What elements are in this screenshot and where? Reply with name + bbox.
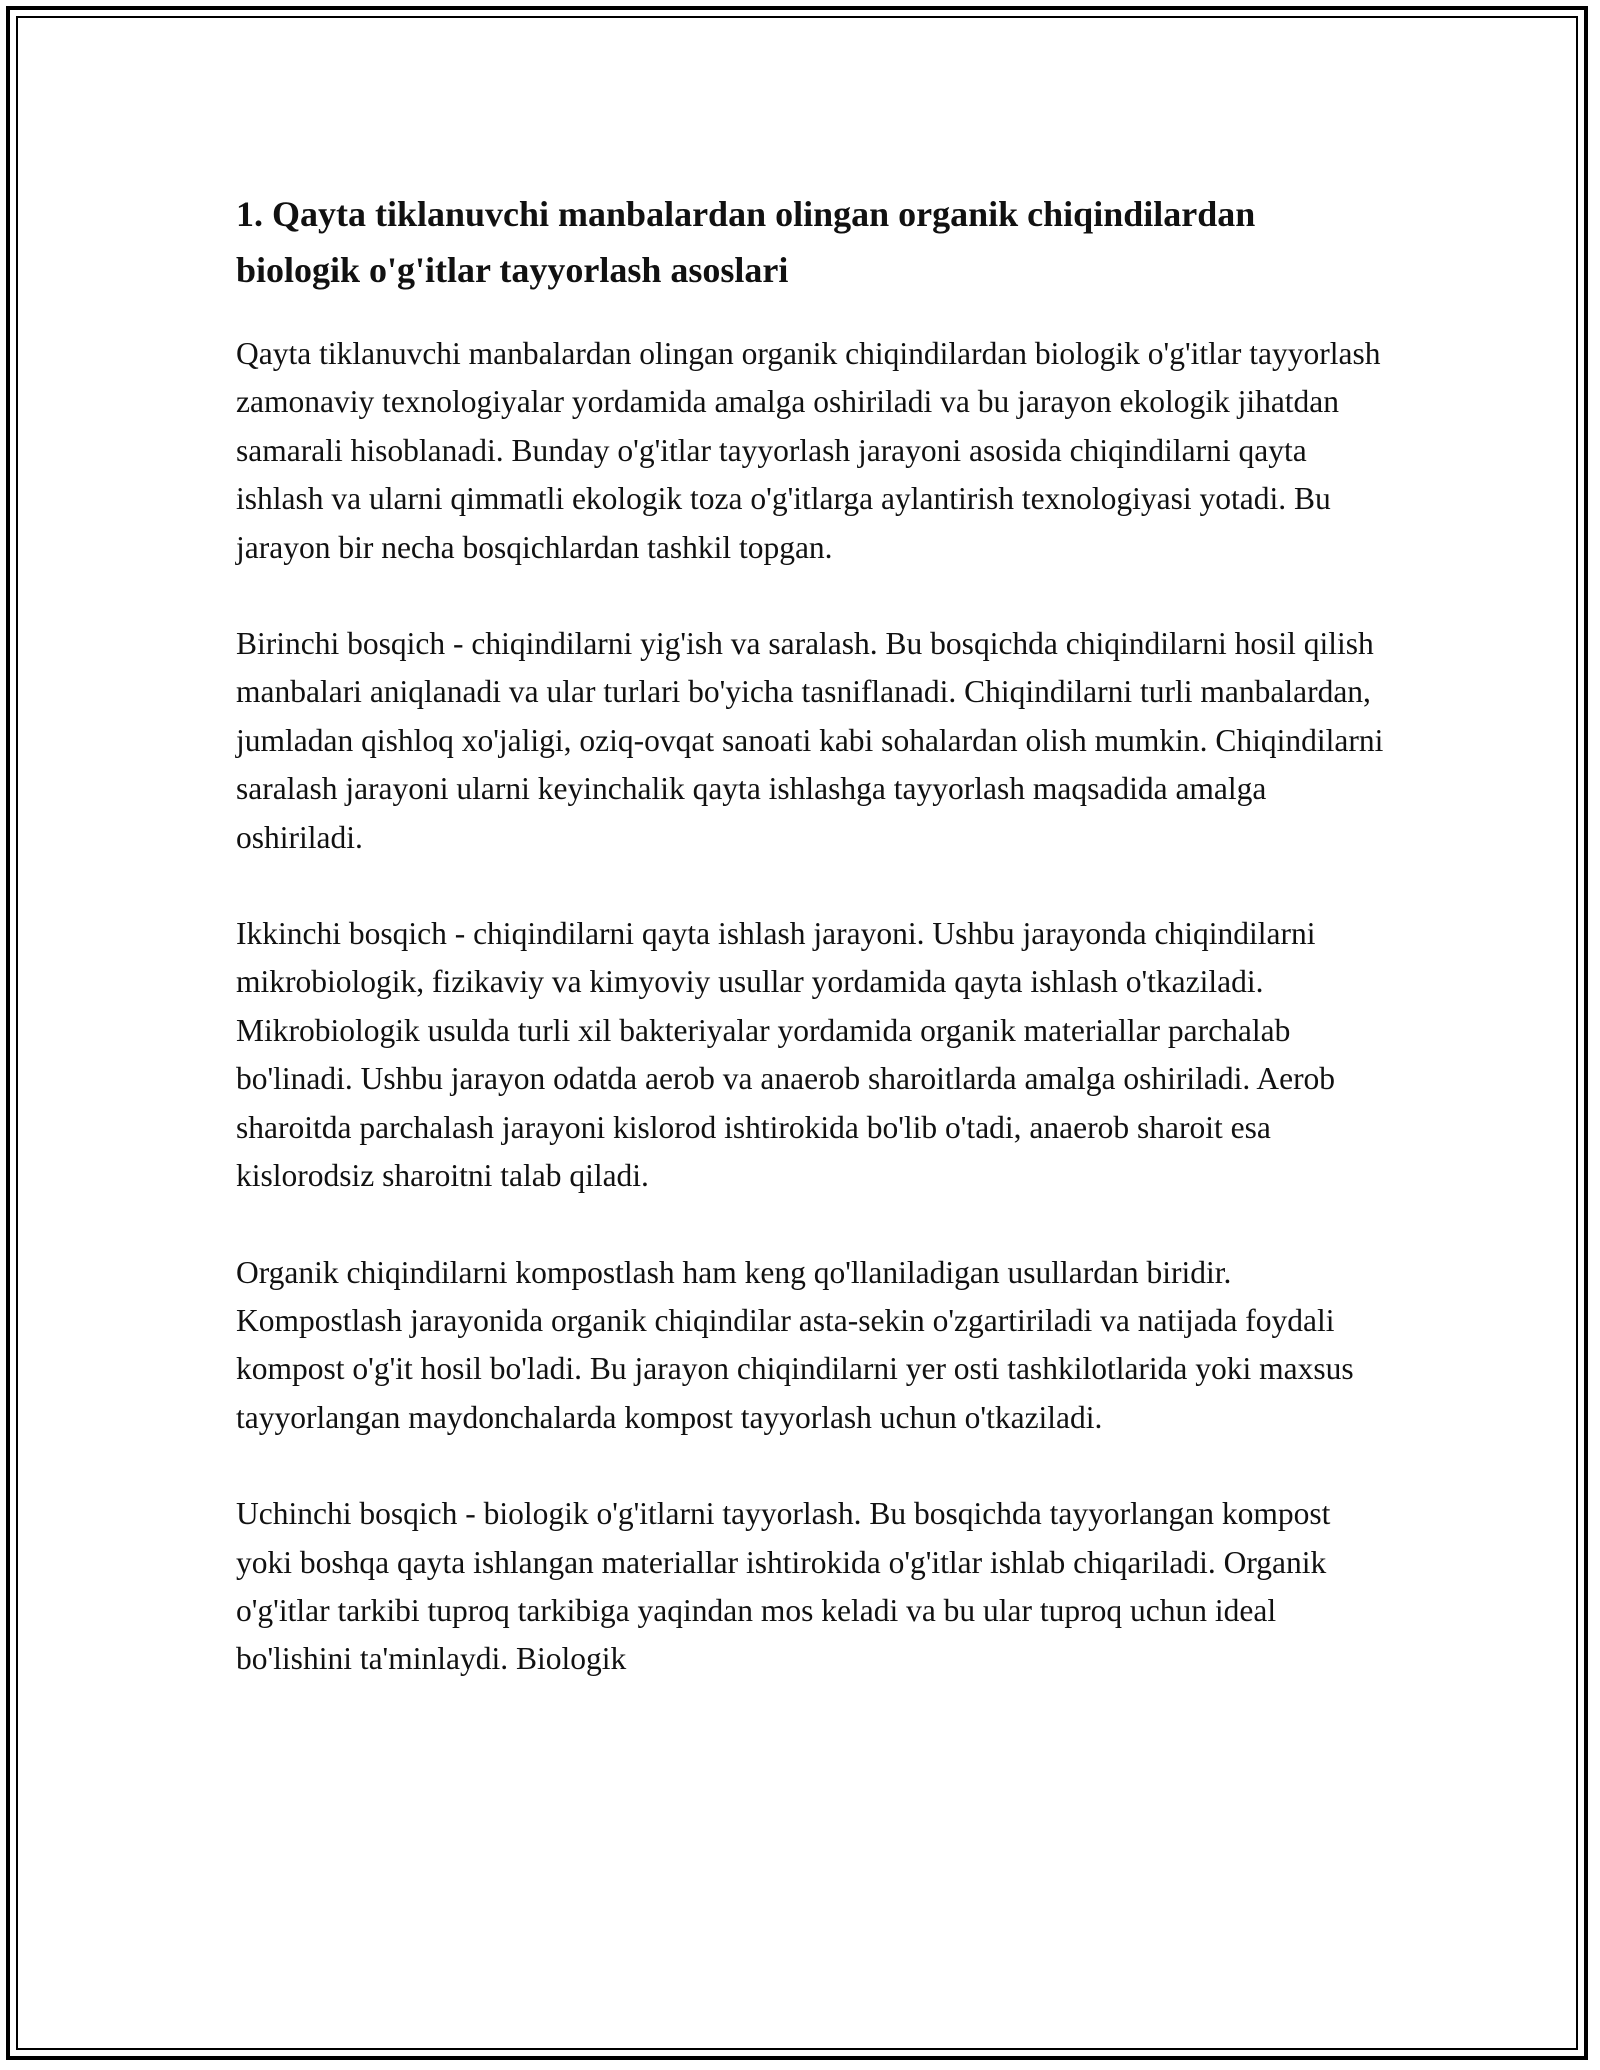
section-heading: 1. Qayta tiklanuvchi manbalardan olingan organik chiqindilardan biologik o'g'itlar tayyorlash asoslari: [236, 194, 1256, 290]
paragraph-intro: Qayta tiklanuvchi manbalardan olingan organik chiqindilardan biologik o'g'itlar tayyorlash zamonaviy texnologiyalar yordamida amalga oshiriladi va bu jarayon ekologik jihatdan samarali hisoblanadi. Bunday o'g'itlar tayyorlash jarayoni asosida chiqindilarni qayta ishlash va ularni qimmatli ekologik toza o'g'itlarga aylantirish texnologiyasi yotadi. Bu jarayon bir necha bosqichlardan tashkil topgan.: [236, 336, 1381, 565]
paragraph-stage-one: Birinchi bosqich - chiqindilarni yig'ish va saralash. Bu bosqichda chiqindilarni hosil qilish manbalari aniqlanadi va ular turlari bo'yicha tasniflanadi. Chiqindilarni turli manbalardan, jumladan qishloq xo'jaligi, oziq-ovqat sanoati kabi sohalardan olish mumkin. Chiqindilarni saralash jarayoni ularni keyinchalik qayta ishlashga tayyorlash maqsadida amalga oshiriladi.: [236, 626, 1384, 855]
document-body: [236, 186, 1386, 1732]
paragraph-composting: Organik chiqindilarni kompostlash ham keng qo'llaniladigan usullardan biridir. Kompostlash jarayonida organik chiqindilar asta-sekin o'zgartiriladi va natijada foydali kompost o'g'it hosil bo'ladi. Bu jarayon chiqindilarni yer osti tashkilotlarida yoki maxsus tayyorlangan maydonchalarda kompost tayyorlash uchun o'tkaziladi.: [236, 1254, 1354, 1435]
paragraph-stage-two: Ikkinchi bosqich - chiqindilarni qayta ishlash jarayoni. Ushbu jarayonda chiqindilarni mikrobiologik, fizikaviy va kimyoviy usullar yordamida qayta ishlash o'tkaziladi. Mikrobiologik usulda turli xil bakteriyalar yordamida organik materiallar parchalab bo'linadi. Ushbu jarayon odatda aerob va anaerob sharoitlarda amalga oshiriladi. Aerob sharoitda parchalash jarayoni kislorod ishtirokida bo'lib o'tadi, anaerob sharoit esa kislorodsiz sharoitni talab qiladi.: [236, 916, 1336, 1194]
paragraph-stage-three: Uchinchi bosqich - biologik o'g'itlarni tayyorlash. Bu bosqichda tayyorlangan kompost yoki boshqa qayta ishlangan materiallar ishtirokida o'g'itlar ishlab chiqariladi. Organik o'g'itlar tarkibi tuproq tarkibiga yaqindan mos keladi va bu ular tuproq uchun ideal bo'lishini ta'minlaydi. Biologik: [236, 1496, 1331, 1677]
